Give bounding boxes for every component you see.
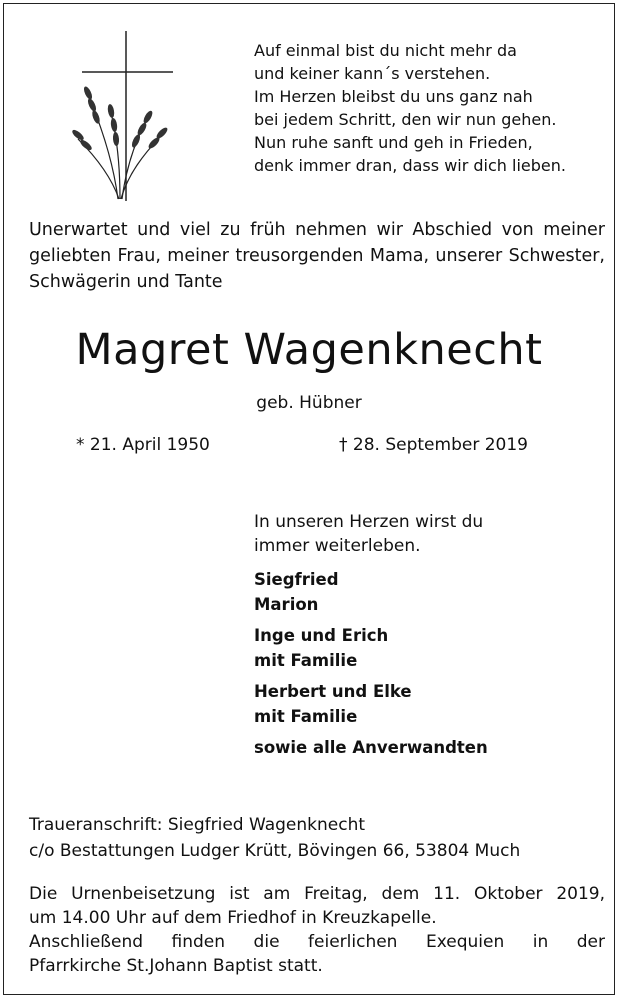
- sentiment: [254, 510, 483, 558]
- obituary-notice: [3, 3, 615, 995]
- mourner: Herbert und Elke: [254, 682, 412, 701]
- birth-name: geb. Hübner: [256, 393, 362, 413]
- mourner-group: [254, 680, 488, 729]
- mourners-list: [254, 568, 488, 768]
- intro-text: Unerwartet und viel zu früh nehmen wir Abschied von meiner geliebten Frau, meiner treusorgenden Mama, unserer Schwester, Schwägerin und Tante: [29, 220, 605, 292]
- mourner: Inge und Erich: [254, 626, 389, 645]
- poem-line: Auf einmal bist du nicht mehr da: [254, 41, 517, 60]
- cross-wheat-emblem: [68, 29, 178, 204]
- poem-line: Nun ruhe sanft und geh in Frieden,: [254, 133, 533, 152]
- death-date: † 28. September 2019: [339, 435, 528, 455]
- sentiment-line: In unseren Herzen wirst du: [254, 512, 484, 532]
- mourner: Siegfried: [254, 570, 339, 589]
- mourner: sowie alle Anverwandten: [254, 738, 488, 757]
- address-line: Traueranschrift: Siegfried Wagenknecht: [29, 815, 366, 835]
- poem-line: denk immer dran, dass wir dich lieben.: [254, 156, 566, 175]
- funeral-line: Anschließend finden die feierlichen Exequien in der: [29, 932, 605, 952]
- mourner: mit Familie: [254, 706, 358, 726]
- funeral-line: Die Urnenbeisetzung ist am Freitag, dem 11. Oktober 2019,: [29, 884, 605, 904]
- address-line: c/o Bestattungen Ludger Krütt, Bövingen 66, 53804 Much: [29, 841, 521, 861]
- funeral-line: Pfarrkirche St.Johann Baptist statt.: [29, 956, 323, 976]
- poem-line: bei jedem Schritt, den wir nun gehen.: [254, 110, 557, 129]
- mourner-group: [254, 624, 488, 673]
- mourner: Marion: [254, 594, 319, 614]
- deceased-name: Magret Wagenknecht: [75, 325, 543, 375]
- mourning-address: [29, 812, 609, 864]
- mourner-group: [254, 568, 488, 617]
- poem: [254, 39, 604, 177]
- poem-line: Im Herzen bleibst du uns ganz nah: [254, 87, 533, 106]
- funeral-details: [29, 882, 605, 978]
- poem-line: und keiner kann´s verstehen.: [254, 64, 491, 83]
- mourner: mit Familie: [254, 650, 358, 670]
- mourner-group: [254, 736, 488, 761]
- birth-date: * 21. April 1950: [76, 435, 210, 455]
- funeral-line: um 14.00 Uhr auf dem Friedhof in Kreuzkapelle.: [29, 908, 437, 928]
- sentiment-line: immer weiterleben.: [254, 536, 421, 556]
